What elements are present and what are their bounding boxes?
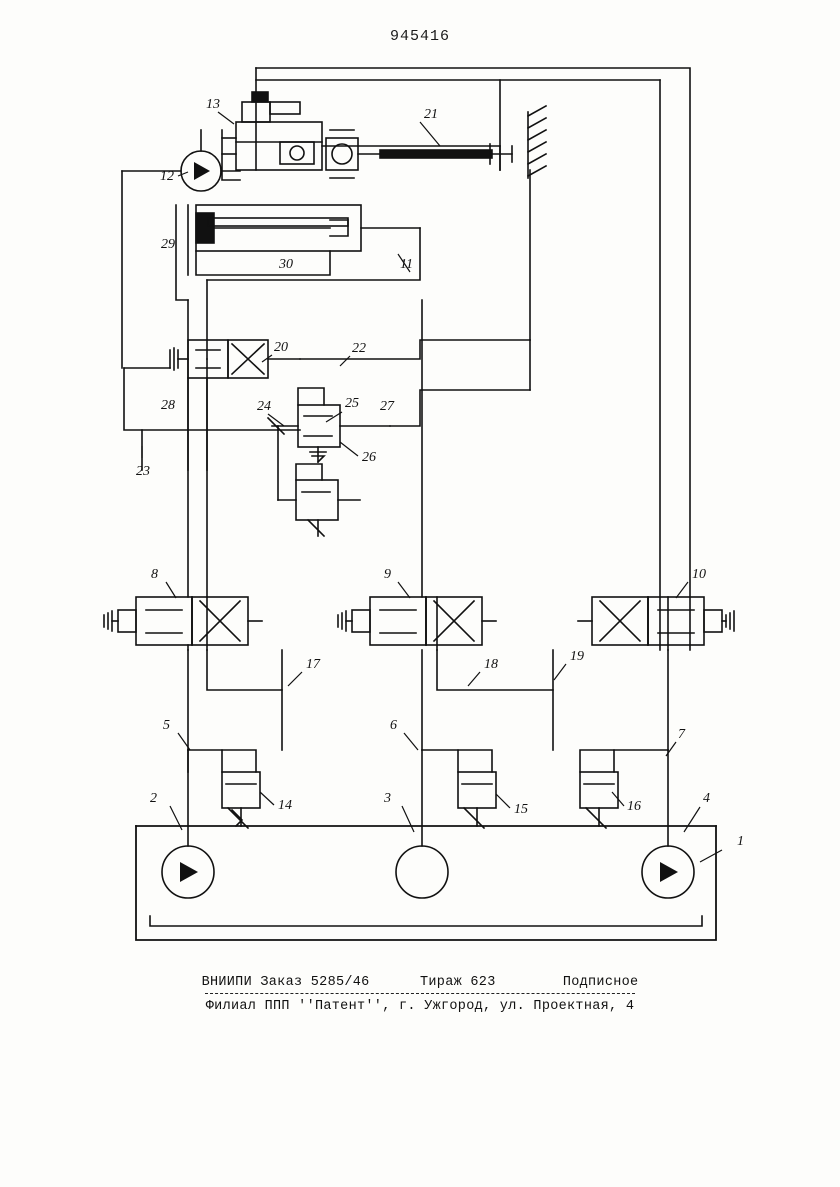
- page-title: 945416: [389, 28, 450, 45]
- label-11: 11: [400, 257, 413, 272]
- footer-divider: [205, 993, 635, 994]
- label-6: 6: [390, 718, 397, 733]
- label-22: 22: [352, 341, 366, 356]
- label-21: 21: [424, 107, 438, 122]
- label-19: 19: [570, 649, 584, 664]
- label-18: 18: [484, 657, 498, 672]
- relief-valve-16: [580, 772, 618, 808]
- label-23: 23: [136, 464, 150, 479]
- relief-valve-14: [222, 772, 260, 808]
- label-29: 29: [161, 237, 175, 252]
- relief-valve-15: [458, 772, 496, 808]
- label-14: 14: [278, 798, 292, 813]
- label-24: 24: [257, 399, 271, 414]
- label-7: 7: [678, 727, 685, 742]
- label-8: 8: [151, 567, 158, 582]
- control-block-13: [222, 92, 322, 180]
- label-10: 10: [692, 567, 706, 582]
- cylinder-11: [196, 205, 420, 280]
- footer: [0, 975, 840, 1014]
- label-5: 5: [163, 718, 170, 733]
- hydraulic-schematic: [0, 50, 840, 950]
- label-17: 17: [306, 657, 320, 672]
- label-16: 16: [627, 799, 641, 814]
- label-3: 3: [384, 791, 391, 806]
- label-30: 30: [279, 257, 293, 272]
- directional-valve-10: [578, 597, 734, 645]
- item-number-labels: [136, 97, 744, 849]
- label-26: 26: [362, 450, 376, 465]
- label-27: 27: [380, 399, 394, 414]
- label-20: 20: [274, 340, 288, 355]
- label-1: 1: [737, 834, 744, 849]
- label-12: 12: [160, 169, 174, 184]
- footer-line-2: Филиал ППП ''Патент'', г. Ужгород, ул. Проектная, 4: [205, 999, 635, 1014]
- label-13: 13: [206, 97, 220, 112]
- footer-line-1: ВНИИПИ Заказ 5285/46 Тираж 623 Подписное: [201, 975, 639, 990]
- directional-valve-9: [338, 597, 496, 645]
- label-25: 25: [345, 396, 359, 411]
- valve-lower: [278, 426, 338, 536]
- label-28: 28: [161, 398, 175, 413]
- pump-3: [396, 846, 448, 898]
- directional-valve-8: [104, 597, 262, 645]
- label-2: 2: [150, 791, 157, 806]
- label-9: 9: [384, 567, 391, 582]
- label-4: 4: [703, 791, 710, 806]
- label-15: 15: [514, 802, 528, 817]
